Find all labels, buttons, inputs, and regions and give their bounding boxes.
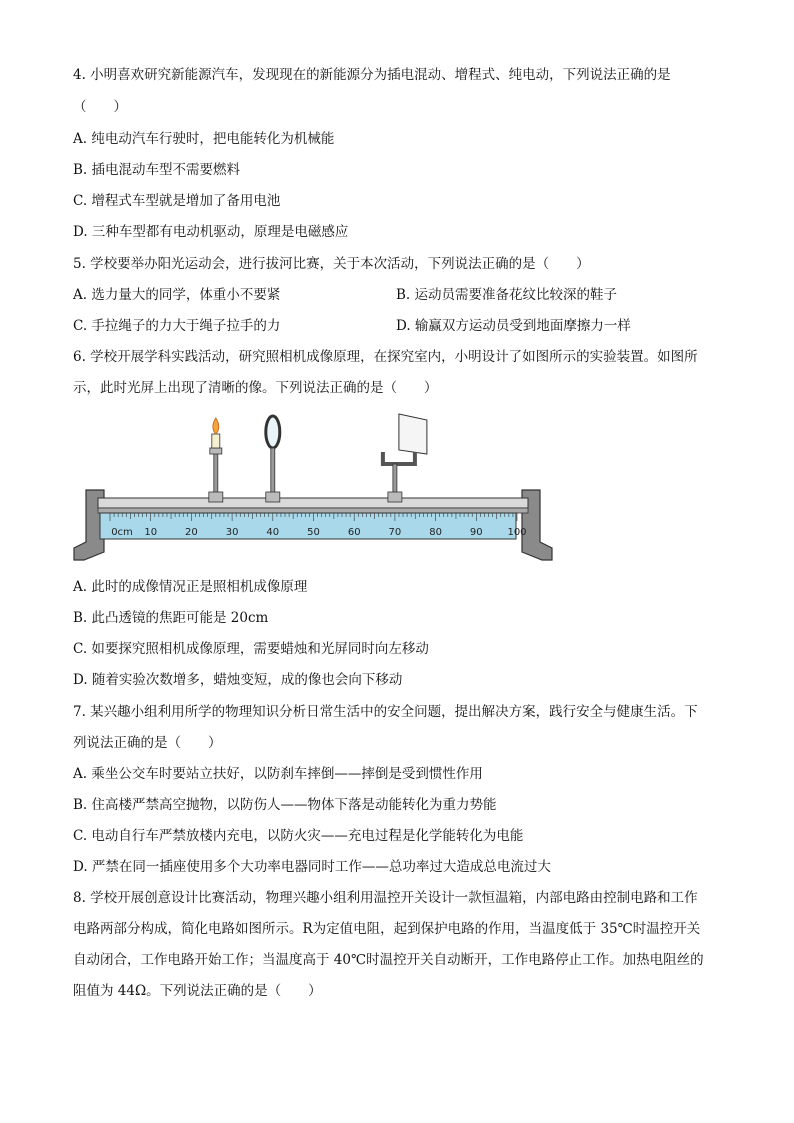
q4-option-c: C. 增程式车型就是增加了备用电池 <box>73 193 281 209</box>
scale-label: 70 <box>388 527 402 538</box>
scale-label: 90 <box>469 527 483 538</box>
scale-label: 40 <box>266 527 280 538</box>
candle-flame <box>213 418 219 434</box>
q4-option-a: A. 纯电动汽车行驶时，把电能转化为机械能 <box>73 131 335 147</box>
q6-stem-line-2: 示，此时光屏上出现了清晰的像。下列说法正确的是（ ） <box>73 380 438 396</box>
scale-label: 0cm <box>111 527 133 538</box>
q4-stem-line-1: 4. 小明喜欢研究新能源汽车，发现现在的新能源分为插电混动、增程式、纯电动，下列说法正确的是 <box>73 67 671 83</box>
q5-option-b: B. 运动员需要准备花纹比较深的鞋子 <box>396 287 618 303</box>
q5-option-d: D. 输赢双方运动员受到地面摩擦力一样 <box>396 318 631 334</box>
scale-label: 80 <box>429 527 442 538</box>
q7-stem-line-2: 列说法正确的是（ ） <box>73 735 222 751</box>
scale-label: 60 <box>347 527 361 538</box>
q4-option-d: D. 三种车型都有电动机驱动，原理是电磁感应 <box>73 224 349 240</box>
q5-option-c: C. 手拉绳子的力大于绳子拉手的力 <box>73 318 281 334</box>
q4-stem-line-2: （ ） <box>73 99 127 115</box>
q6-option-a: A. 此时的成像情况正是照相机成像原理 <box>73 579 308 595</box>
lens-assembly <box>266 416 280 502</box>
q7-option-b: B. 住高楼严禁高空抛物，以防伤人——物体下落是动能转化为重力势能 <box>73 797 497 813</box>
q5-stem: 5. 学校要举办阳光运动会，进行拔河比赛，关于本次活动，下列说法正确的是（ ） <box>73 256 590 272</box>
scale-label: 50 <box>307 527 320 538</box>
q6-option-d: D. 随着实验次数增多，蜡烛变短，成的像也会向下移动 <box>73 672 403 688</box>
q8-stem-line-4: 阻值为 44Ω。下列说法正确的是（ ） <box>73 983 322 999</box>
q6-stem-line-1: 6. 学校开展学科实践活动，研究照相机成像原理，在探究室内，小明设计了如图所示的实验装置。如图所 <box>73 349 698 365</box>
scale-label: 100 <box>507 527 527 538</box>
q8-stem-line-1: 8. 学校开展创意设计比赛活动，物理兴趣小组利用温控开关设计一款恒温箱，内部电路由控制电路和工作 <box>73 890 698 906</box>
q7-option-c: C. 电动自行车严禁放楼内充电，以防火灾——充电过程是化学能转化为电能 <box>73 828 524 844</box>
scale-label: 20 <box>185 527 198 538</box>
q7-option-d: D. 严禁在同一插座使用多个大功率电器同时工作——总功率过大造成总电流过大 <box>73 859 551 875</box>
q6-option-c: C. 如要探究照相机成像原理，需要蜡烛和光屏同时向左移动 <box>73 641 429 657</box>
q8-stem-line-2: 电路两部分构成，简化电路如图所示。R为定值电阻，起到保护电路的作用，当温度低于 35℃时温控开关 <box>73 921 701 937</box>
candle-body <box>212 434 220 448</box>
scale-label: 10 <box>144 527 158 538</box>
q7-stem-line-1: 7. 某兴趣小组利用所学的物理知识分析日常生活中的安全问题，提出解决方案，践行安全与健康生活。下 <box>73 704 698 720</box>
q8-stem-line-3: 自动闭合，工作电路开始工作；当温度高于 40℃时温控开关自动断开，工作电路停止工作。加热电阻丝的 <box>73 952 704 968</box>
light-screen <box>399 414 427 454</box>
q5-option-a: A. 选力量大的同学，体重小不要紧 <box>73 287 281 303</box>
q7-option-a: A. 乘坐公交车时要站立扶好，以防刹车摔倒——摔倒是受到惯性作用 <box>73 766 483 782</box>
screen-assembly <box>383 414 427 502</box>
candle-assembly <box>209 418 223 502</box>
q6-option-b: B. 此凸透镜的焦距可能是 20cm <box>73 610 269 626</box>
optical-bench-figure <box>70 412 560 572</box>
scale-label: 30 <box>225 527 239 538</box>
q4-option-b: B. 插电混动车型不需要燃料 <box>73 162 241 178</box>
bench-rail <box>98 498 528 508</box>
